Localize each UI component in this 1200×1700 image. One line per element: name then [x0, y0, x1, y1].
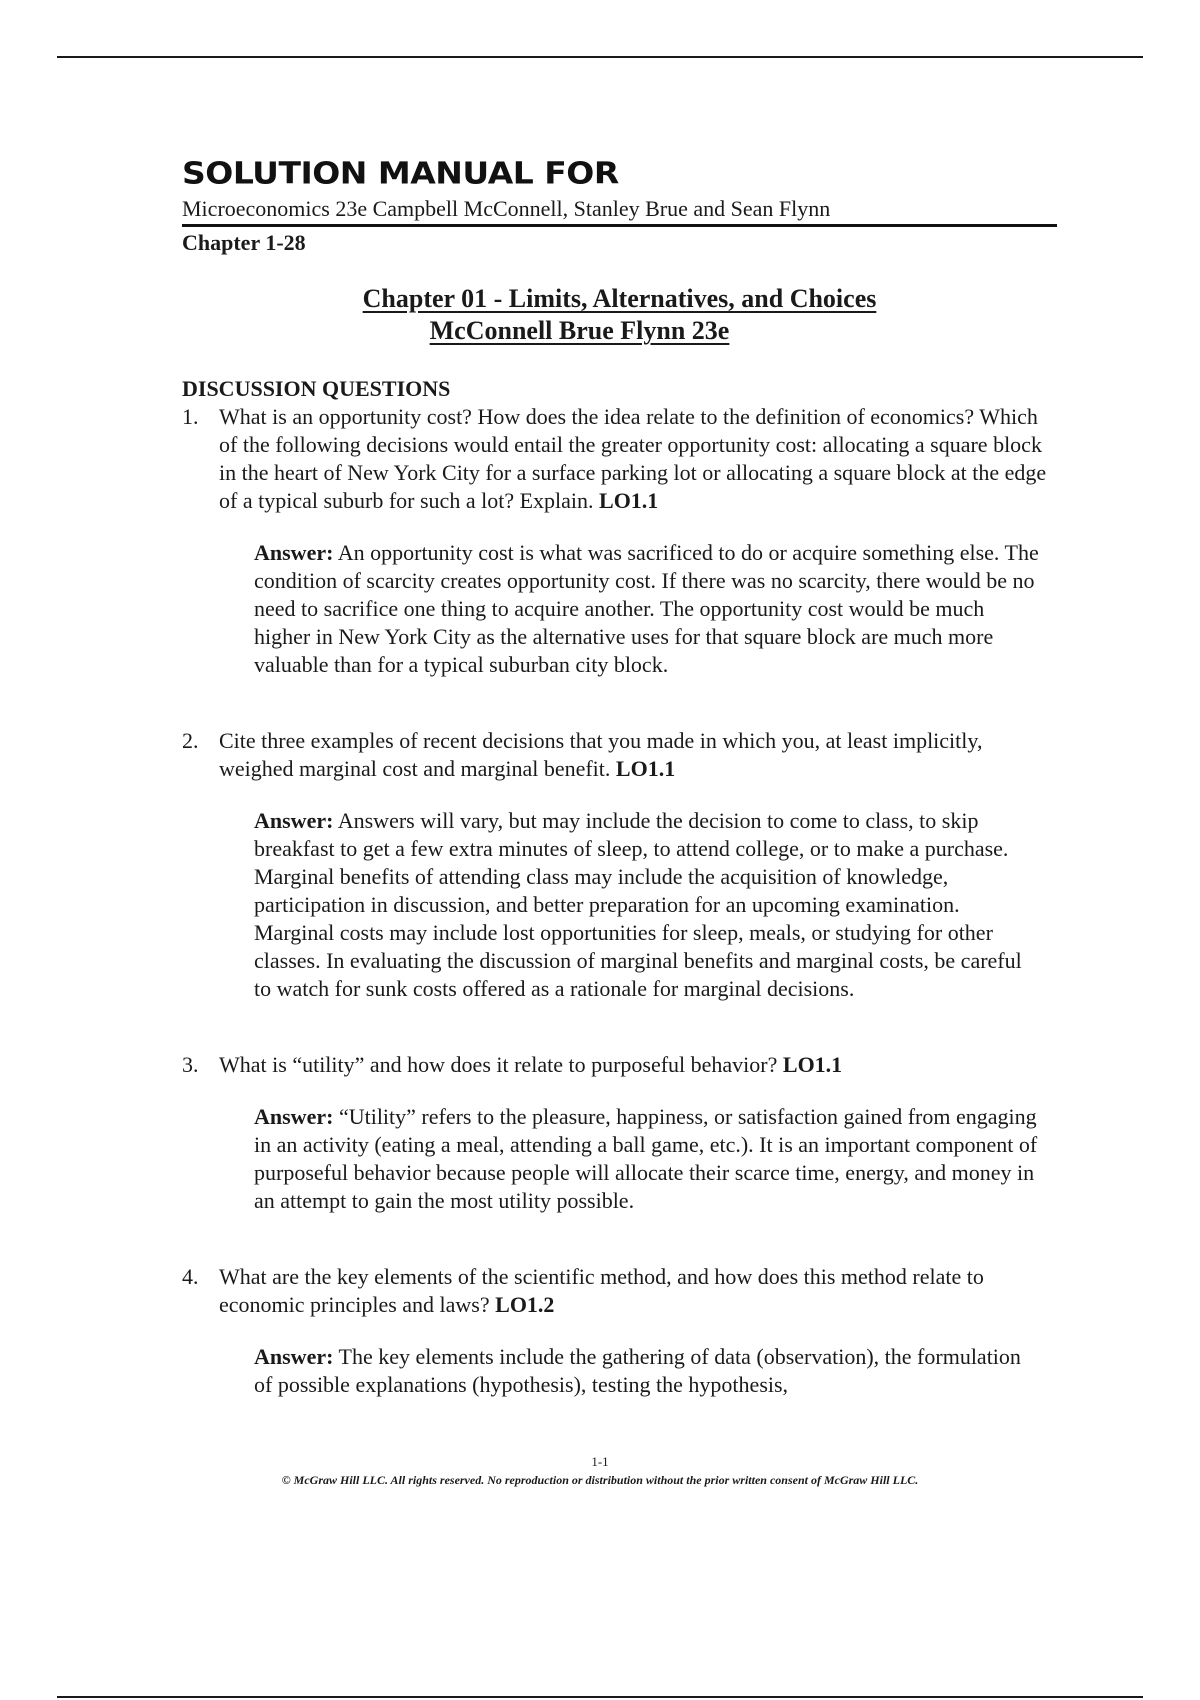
answer-text: “Utility” refers to the pleasure, happiness, or satisfaction gained from engaging in an activity (eating a meal, attending a ball game, etc.). It is an important component of purposeful behavior because people will allocate their scarce time, energy, and money in an attempt to gain the most utility possible. [254, 1104, 1038, 1213]
chapter-title: Chapter 01 - Limits, Alternatives, and Choices [362, 284, 877, 313]
answer-label: Answer: [254, 808, 334, 833]
question-number: 1. [182, 404, 199, 429]
question-1 [182, 403, 1057, 515]
answer-label: Answer: [254, 540, 334, 565]
question-text [219, 727, 1057, 783]
copyright-notice: © McGraw Hill LLC. All rights reserved. No reproduction or distribution without the prior written consent of McGraw Hill LLC. [281, 1473, 919, 1487]
question-block-4 [182, 1263, 1057, 1399]
answer-2 [254, 807, 1044, 1003]
question-text [219, 1263, 1057, 1319]
learning-objective: LO1.2 [495, 1292, 555, 1317]
page-number: 1-1 [591, 1454, 609, 1469]
answer-text: The key elements include the gathering of data (observation), the formulation of possible explanations (hypothesis), testing the hypothesis, [254, 1344, 1021, 1397]
answer-label: Answer: [254, 1104, 334, 1129]
answer-text: Answers will vary, but may include the decision to come to class, to skip breakfast to get a few extra minutes of sleep, to attend college, or to make a purchase. Marginal benefits of attending class may include the acquisition of knowledge, participation in discussion, and better preparation for an upcoming examination. Marginal costs may include lost opportunities for sleep, meals, or studying for other classes. In evaluating the discussion of marginal benefits and marginal costs, be careful to watch for sunk costs offered as a rationale for marginal decisions. [254, 808, 1022, 1001]
question-block-3 [182, 1051, 1057, 1215]
top-rule [57, 56, 1143, 58]
question-block-1 [182, 403, 1057, 679]
answer-text: An opportunity cost is what was sacrificed to do or acquire something else. The condition of scarcity creates opportunity cost. If there was no scarcity, there would be no need to sacrifice one thing to acquire another. The opportunity cost would be much higher in New York City as the alternative uses for that square block are much more valuable than for a typical suburban city block. [254, 540, 1039, 677]
book-subtitle: Microeconomics 23e Campbell McConnell, Stanley Brue and Sean Flynn [182, 195, 1057, 227]
learning-objective: LO1.1 [782, 1052, 843, 1077]
chapter-range: Chapter 1-28 [182, 230, 306, 255]
question-number: 2. [182, 728, 199, 753]
question-body: What are the key elements of the scientific method, and how does this method relate to economic principles and laws? [219, 1264, 984, 1317]
question-body: What is an opportunity cost? How does the idea relate to the definition of economics? Which of the following decisions would entail the greater opportunity cost: allocating a square block in the heart of New York City for a surface parking lot or allocating a square block at the edge of a typical suburb for such a lot? Explain. [219, 404, 1047, 513]
question-text [219, 403, 1057, 515]
question-body: What is “utility” and how does it relate to purposeful behavior? [219, 1052, 778, 1077]
question-3 [182, 1051, 1057, 1079]
answer-4 [254, 1343, 1044, 1399]
question-number: 3. [182, 1052, 199, 1077]
chapter-heading [182, 283, 1057, 347]
document-title: SOLUTION MANUAL FOR [182, 155, 619, 191]
learning-objective: LO1.1 [615, 756, 676, 781]
question-4 [182, 1263, 1057, 1319]
learning-objective: LO1.1 [599, 488, 659, 513]
question-text [219, 1051, 1057, 1079]
chapter-edition: McConnell Brue Flynn 23e [429, 316, 730, 345]
answer-1 [254, 539, 1044, 679]
question-number: 4. [182, 1264, 199, 1289]
bottom-rule [57, 1696, 1143, 1698]
document-page [182, 155, 1057, 1447]
answer-label: Answer: [254, 1344, 334, 1369]
question-2 [182, 727, 1057, 783]
question-body: Cite three examples of recent decisions that you made in which you, at least implicitly, weighed marginal cost and marginal benefit. [219, 728, 983, 781]
question-block-2 [182, 727, 1057, 1003]
answer-3 [254, 1103, 1044, 1215]
section-title: DISCUSSION QUESTIONS [182, 376, 451, 401]
